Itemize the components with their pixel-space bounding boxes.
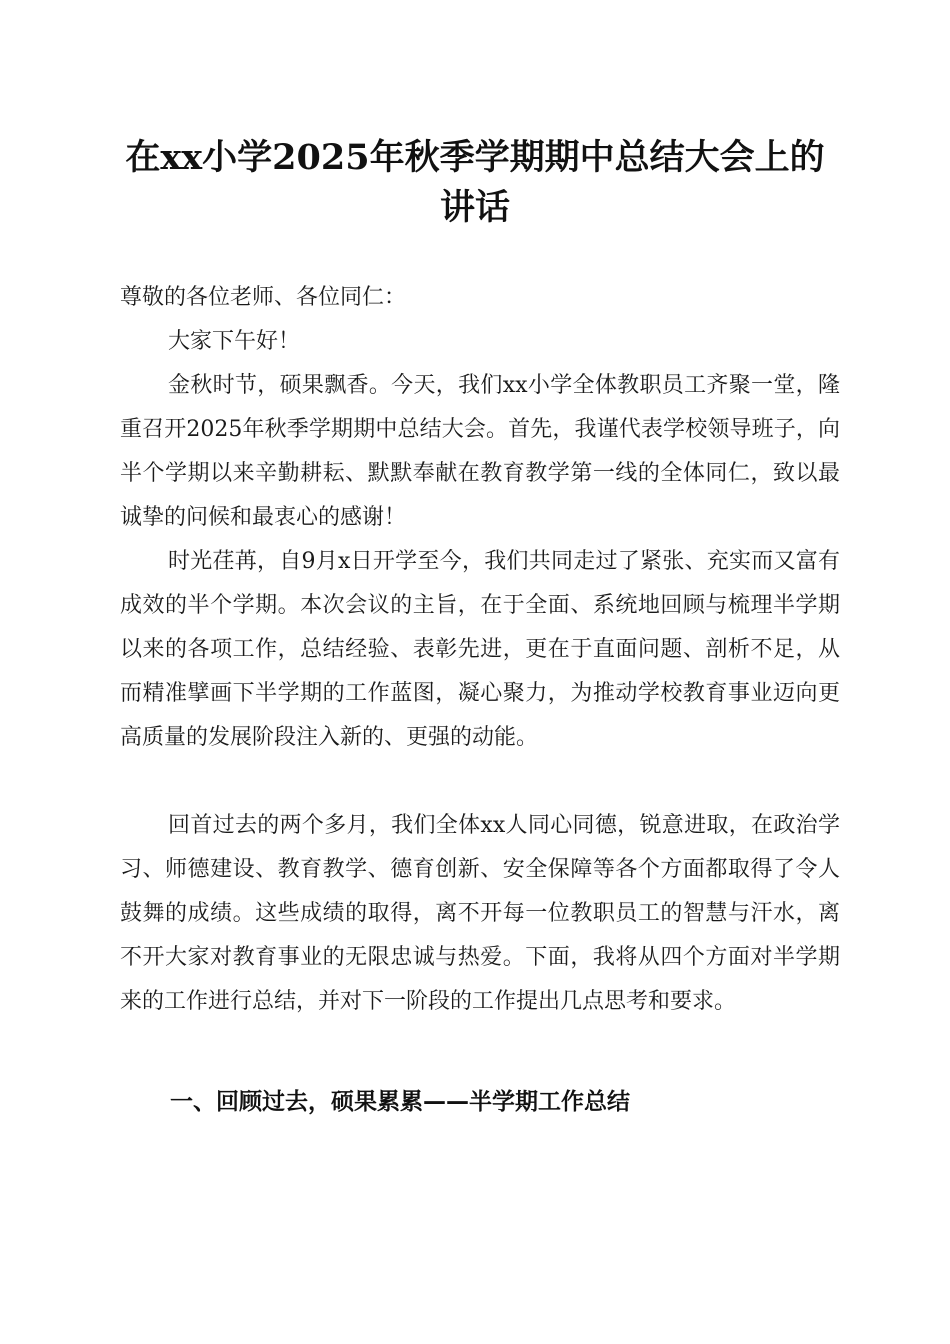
document-title-line2: 讲话	[439, 187, 510, 228]
section-heading: 一、回顾过去，硕果累累——半学期工作总结	[170, 1089, 630, 1115]
document-title-line1: 在xx小学2025年秋季学期期中总结大会上的	[125, 137, 825, 178]
paragraph-review: 回首过去的两个多月，我们全体xx人同心同德，锐意进取，在政治学习、师德建设、教育教学、德育创新、安全保障等各个方面都取得了令人鼓舞的成绩。这些成绩的取得，离不开每一位教职员工的智慧与汗水，离不开大家对教育事业的无限忠诚与热爱。下面，我将从四个方面对半学期来的工作进行总结，并对下一阶段的工作提出几点思考和要求。	[120, 813, 840, 1014]
greeting: 大家下午好！	[168, 329, 301, 354]
salutation: 尊敬的各位老师、各位同仁：	[120, 285, 407, 310]
paragraph-purpose: 时光荏苒，自9月x日开学至今，我们共同走过了紧张、充实而又富有成效的半个学期。本次会议的主旨，在于全面、系统地回顾与梳理半学期以来的各项工作，总结经验、表彰先进，更在于直面问题、剖析不足，从而精准擘画下半学期的工作蓝图，凝心聚力，为推动学校教育事业迈向更高质量的发展阶段注入新的、更强的动能。	[120, 549, 840, 750]
paragraph-opening: 金秋时节，硕果飘香。今天，我们xx小学全体教职员工齐聚一堂，隆重召开2025年秋季学期期中总结大会。首先，我谨代表学校领导班子，向半个学期以来辛勤耕耘、默默奉献在教育教学第一线的全体同仁，致以最诚挚的问候和最衷心的感谢！	[120, 373, 840, 530]
